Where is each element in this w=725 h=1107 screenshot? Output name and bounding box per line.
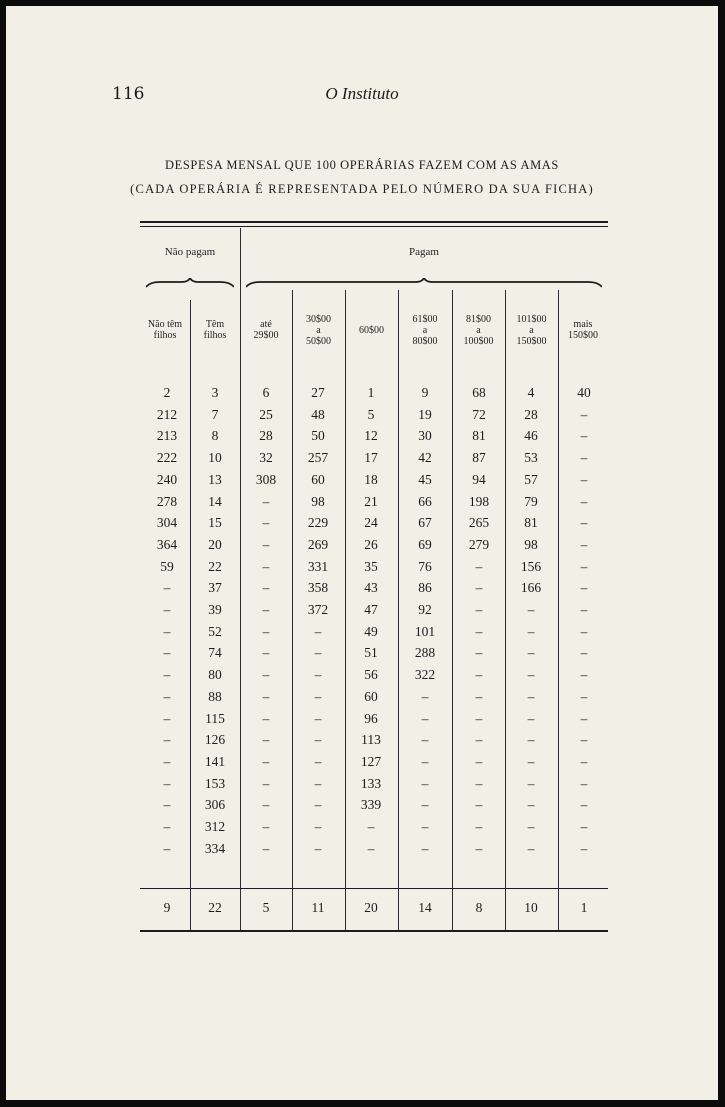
table-cell: – xyxy=(262,536,270,552)
table-cell: – xyxy=(580,732,588,748)
table-top-rule-thin xyxy=(140,226,608,227)
table-cell: – xyxy=(527,645,535,661)
table-cell: 96 xyxy=(364,710,378,726)
table-cell: 12 xyxy=(364,428,378,444)
total-cell: 10 xyxy=(524,900,538,915)
running-head: O Instituto xyxy=(325,84,399,103)
table-cell: 306 xyxy=(204,797,226,813)
table-cell: – xyxy=(580,406,588,422)
table-cell: – xyxy=(163,602,171,617)
column-header: mais 150$00 xyxy=(568,319,598,341)
table-cell: 47 xyxy=(364,602,378,617)
table-cell: – xyxy=(163,775,171,791)
table-cell: – xyxy=(262,732,270,748)
table-cell: – xyxy=(580,602,588,617)
table-cell: 21 xyxy=(364,493,378,509)
table-cell: 3 xyxy=(211,385,219,400)
table-cell: 20 xyxy=(208,536,222,552)
table-cell: 265 xyxy=(468,515,490,531)
table-cell: – xyxy=(580,753,588,769)
table-cell: 94 xyxy=(472,471,486,487)
table-cell: 127 xyxy=(360,753,382,769)
table-cell: – xyxy=(580,819,588,834)
table-cell: 56 xyxy=(364,667,378,683)
table-cell: 76 xyxy=(418,558,432,574)
table-cell: – xyxy=(527,667,535,683)
table-cell: – xyxy=(475,797,483,813)
table-cell: – xyxy=(475,667,483,683)
table-cell: 28 xyxy=(524,406,538,422)
table-cell: 50 xyxy=(311,428,325,444)
column-divider xyxy=(558,290,559,930)
brace-pagam xyxy=(246,278,602,290)
table-cell: 198 xyxy=(468,493,490,509)
table-cell: – xyxy=(580,688,588,704)
table-cell: 81 xyxy=(472,428,486,444)
column-header: até 29$00 xyxy=(253,319,279,341)
table-cell: – xyxy=(262,645,270,661)
table-cell: – xyxy=(314,819,322,834)
table-bottom-rule xyxy=(140,930,608,932)
table-cell: – xyxy=(580,775,588,791)
table-cell: 86 xyxy=(418,580,432,596)
table-cell: – xyxy=(475,580,483,596)
table-cell: – xyxy=(527,840,535,856)
table-cell: – xyxy=(262,710,270,726)
table-cell: 59 xyxy=(160,558,174,574)
table-cell: – xyxy=(527,797,535,813)
table-cell: – xyxy=(421,819,429,834)
table-cell: – xyxy=(580,645,588,661)
table-cell: 278 xyxy=(156,493,178,509)
table-cell: – xyxy=(314,732,322,748)
table-cell: 43 xyxy=(364,580,378,596)
table-cell: 358 xyxy=(307,580,329,596)
table-cell: 46 xyxy=(524,428,538,444)
table-cell: 28 xyxy=(259,428,273,444)
table-cell: 35 xyxy=(364,558,378,574)
table-cell: – xyxy=(262,840,270,856)
table-cell: – xyxy=(475,558,483,574)
table-cell: 26 xyxy=(364,536,378,552)
table-cell: – xyxy=(314,667,322,683)
table-cell: 53 xyxy=(524,450,538,466)
table-cell: 126 xyxy=(204,732,226,748)
table-cell: 72 xyxy=(472,406,486,422)
table-cell: 69 xyxy=(418,536,432,552)
table-cell: 288 xyxy=(414,645,436,661)
table-cell: – xyxy=(475,732,483,748)
table-cell: – xyxy=(580,536,588,552)
table-cell: 115 xyxy=(205,710,225,726)
total-cell: 1 xyxy=(580,900,588,915)
table-cell: 88 xyxy=(208,688,222,704)
table-cell: 304 xyxy=(156,515,178,531)
table-cell: 40 xyxy=(577,385,591,400)
table-cell: 156 xyxy=(520,558,542,574)
column-header: 30$00 a 50$00 xyxy=(306,313,331,347)
table-cell: 80 xyxy=(208,667,222,683)
table-cell: – xyxy=(314,775,322,791)
column-divider xyxy=(398,290,399,930)
table-cell: – xyxy=(163,819,171,834)
table-cell: 92 xyxy=(418,602,432,617)
column-divider xyxy=(452,290,453,930)
table-cell: – xyxy=(314,753,322,769)
table-cell: 49 xyxy=(364,623,378,639)
table-cell: – xyxy=(421,840,429,856)
table-cell: 42 xyxy=(418,450,432,466)
table-cell: 14 xyxy=(208,493,222,509)
table-cell: – xyxy=(163,623,171,639)
table-cell: – xyxy=(262,775,270,791)
table-cell: – xyxy=(527,819,535,834)
table-cell: – xyxy=(314,623,322,639)
table-cell: – xyxy=(580,797,588,813)
total-cell: 22 xyxy=(208,900,222,915)
column-header: 61$00 a 80$00 xyxy=(412,313,438,347)
table-cell: 9 xyxy=(421,385,429,400)
brace-nao-pagam xyxy=(146,278,234,290)
table-cell: 48 xyxy=(311,406,325,422)
table-cell: 133 xyxy=(360,775,382,791)
table-cell: 339 xyxy=(360,797,382,813)
table-cell: 229 xyxy=(307,515,329,531)
table-cell: 60 xyxy=(364,688,378,704)
table-cell: 8 xyxy=(211,428,219,444)
table-cell: 19 xyxy=(418,406,432,422)
table-cell: 27 xyxy=(311,385,325,400)
table-cell: – xyxy=(262,558,270,574)
table-cell: – xyxy=(262,602,270,617)
table-cell: 4 xyxy=(527,385,535,400)
table-cell: 322 xyxy=(414,667,436,683)
table-cell: – xyxy=(580,515,588,531)
table-cell: 52 xyxy=(208,623,222,639)
table-cell: 10 xyxy=(208,450,222,466)
total-cell: 20 xyxy=(364,900,378,915)
table-cell: 2 xyxy=(163,385,171,400)
group-header-pagam: Pagam xyxy=(409,246,439,258)
table-cell: – xyxy=(475,775,483,791)
column-header: 81$00 a 100$00 xyxy=(463,313,494,347)
table-cell: 67 xyxy=(418,515,432,531)
table-cell: – xyxy=(475,710,483,726)
table-cell: – xyxy=(163,840,171,856)
table-cell: 5 xyxy=(367,406,375,422)
table-cell: 257 xyxy=(307,450,329,466)
table-cell: – xyxy=(262,819,270,834)
table-cell: – xyxy=(475,840,483,856)
table-cell: – xyxy=(580,667,588,683)
table-cell: 98 xyxy=(311,493,325,509)
table-cell: 222 xyxy=(156,450,178,466)
table-cell: 87 xyxy=(472,450,486,466)
table-cell: 213 xyxy=(156,428,178,444)
table-cell: 32 xyxy=(259,450,273,466)
table-cell: 331 xyxy=(307,558,329,574)
table-cell: – xyxy=(163,732,171,748)
group-header-nao-pagam: Não pagam xyxy=(164,246,216,258)
total-cell: 8 xyxy=(475,900,483,915)
table-cell: – xyxy=(527,732,535,748)
table-cell: – xyxy=(163,710,171,726)
table-cell: 45 xyxy=(418,471,432,487)
table-cell: – xyxy=(163,580,171,596)
table-cell: – xyxy=(421,775,429,791)
column-divider xyxy=(292,290,293,930)
table-cell: 51 xyxy=(364,645,378,661)
table-cell: – xyxy=(527,688,535,704)
column-header: Não têm filhos xyxy=(147,319,183,341)
table-cell: – xyxy=(163,667,171,683)
table-cell: 81 xyxy=(524,515,538,531)
table-cell: – xyxy=(262,688,270,704)
table-cell: 57 xyxy=(524,471,538,487)
table-cell: 364 xyxy=(156,536,178,552)
table-cell: 60 xyxy=(311,471,325,487)
page-header xyxy=(6,84,718,108)
table-cell: – xyxy=(262,797,270,813)
table-cell: – xyxy=(580,623,588,639)
page-number: 116 xyxy=(112,84,145,104)
table-cell: – xyxy=(421,710,429,726)
table-cell: – xyxy=(421,688,429,704)
table-cell: – xyxy=(262,515,270,531)
table-cell: 18 xyxy=(364,471,378,487)
table-cell: 13 xyxy=(208,471,222,487)
table-cell: – xyxy=(421,797,429,813)
table-cell: – xyxy=(580,580,588,596)
column-header: Têm filhos xyxy=(203,319,227,341)
total-cell: 5 xyxy=(262,900,270,915)
table-cell: – xyxy=(314,688,322,704)
table-cell: 68 xyxy=(472,385,486,400)
table-caption-line-1: DESPESA MENSAL QUE 100 OPERÁRIAS FAZEM COM AS AMAS xyxy=(165,158,559,172)
table-cell: 308 xyxy=(255,471,277,487)
table-cell: – xyxy=(475,819,483,834)
table-cell: – xyxy=(262,623,270,639)
table-cell: – xyxy=(475,623,483,639)
total-cell: 14 xyxy=(418,900,432,915)
table-cell: 37 xyxy=(208,580,222,596)
table-cell: 212 xyxy=(156,406,178,422)
totals-separator-rule xyxy=(140,888,608,889)
table-cell: – xyxy=(475,688,483,704)
table-cell: – xyxy=(421,732,429,748)
table-cell: 6 xyxy=(262,385,270,400)
total-cell: 9 xyxy=(163,900,171,915)
table-cell: – xyxy=(527,753,535,769)
table-cell: – xyxy=(163,688,171,704)
total-cell: 11 xyxy=(311,900,325,915)
table-cell: 279 xyxy=(468,536,490,552)
table-cell: 166 xyxy=(520,580,542,596)
table-cell: – xyxy=(262,667,270,683)
book-page xyxy=(6,6,718,1100)
table-cell: – xyxy=(163,753,171,769)
table-cell: – xyxy=(580,450,588,466)
column-divider xyxy=(345,290,346,930)
table-cell: 153 xyxy=(204,775,226,791)
table-cell: – xyxy=(580,428,588,444)
table-top-rule xyxy=(140,221,608,223)
table-cell: 7 xyxy=(211,406,219,422)
table-cell: 39 xyxy=(208,602,222,617)
table-cell: – xyxy=(262,753,270,769)
table-cell: 79 xyxy=(524,493,538,509)
table-cell: – xyxy=(580,471,588,487)
table-cell: 25 xyxy=(259,406,273,422)
table-cell: – xyxy=(314,840,322,856)
table-cell: 312 xyxy=(204,819,226,834)
table-cell: 17 xyxy=(364,450,378,466)
table-cell: – xyxy=(314,710,322,726)
table-caption-line-2: (CADA OPERÁRIA É REPRESENTADA PELO NÚMERO DA SUA FICHA) xyxy=(130,182,594,196)
table-cell: 141 xyxy=(204,753,226,769)
table-cell: – xyxy=(262,580,270,596)
table-cell: – xyxy=(367,840,375,856)
table-cell: – xyxy=(262,493,270,509)
table-cell: 334 xyxy=(204,840,226,856)
table-cell: 74 xyxy=(208,645,222,661)
table-cell: – xyxy=(314,645,322,661)
table-cell: – xyxy=(580,840,588,856)
table-cell: 98 xyxy=(524,536,538,552)
column-header: 60$00 xyxy=(359,324,384,336)
table-cell: – xyxy=(314,797,322,813)
table-cell: 66 xyxy=(418,493,432,509)
column-header: 101$00 a 150$00 xyxy=(516,313,547,347)
table-cell: 30 xyxy=(418,428,432,444)
table-cell: – xyxy=(475,602,483,617)
table-cell: – xyxy=(475,645,483,661)
table-cell: 269 xyxy=(307,536,329,552)
table-cell: – xyxy=(163,645,171,661)
table-cell: 240 xyxy=(156,471,178,487)
table-cell: 372 xyxy=(307,602,329,617)
column-divider xyxy=(505,290,506,930)
table-cell: – xyxy=(527,623,535,639)
table-cell: – xyxy=(580,710,588,726)
table-cell: 24 xyxy=(364,515,378,531)
table-cell: – xyxy=(421,753,429,769)
table-cell: 15 xyxy=(208,515,222,531)
table-cell: 113 xyxy=(361,732,381,748)
table-cell: 101 xyxy=(414,623,436,639)
table-cell: – xyxy=(580,493,588,509)
table-cell: – xyxy=(367,819,375,834)
table-cell: – xyxy=(580,558,588,574)
table-cell: 1 xyxy=(367,385,375,400)
table-cell: – xyxy=(527,775,535,791)
table-cell: – xyxy=(475,753,483,769)
table-cell: – xyxy=(527,710,535,726)
table-cell: – xyxy=(527,602,535,617)
table-cell: 22 xyxy=(208,558,222,574)
table-cell: – xyxy=(163,797,171,813)
